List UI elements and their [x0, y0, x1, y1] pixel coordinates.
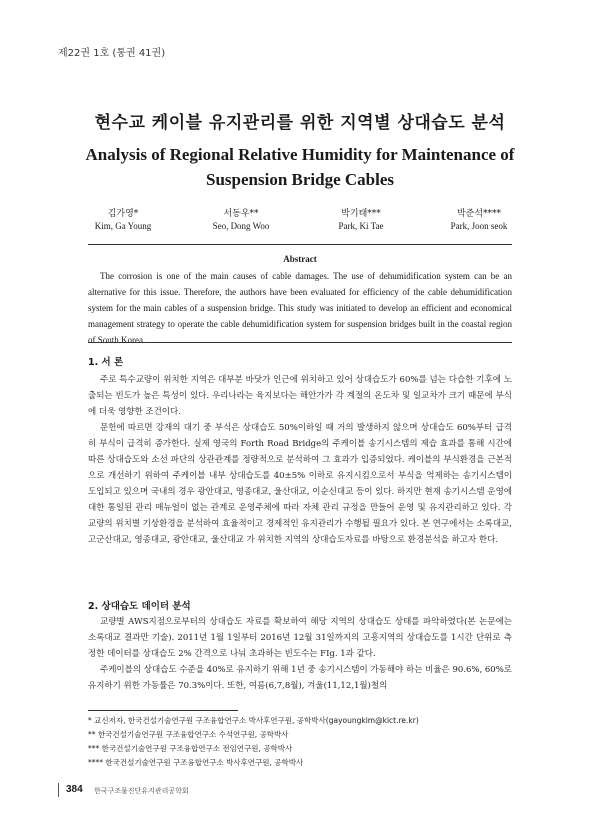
journal-name: 한국구조물진단유지관리공학회 — [94, 787, 189, 795]
author-4-korean: 박준석**** — [456, 209, 502, 219]
volume-header: 제22권 1호 (통권 41권) — [58, 48, 166, 59]
author-1-english: Kim, Ga Young — [94, 221, 152, 231]
section-1-heading: 1. 서 론 — [88, 357, 124, 368]
author-3 — [306, 206, 416, 233]
author-1 — [68, 206, 178, 233]
section-1-paragraph-1: 주로 특수교량이 위치한 지역은 대부분 바닷가 인근에 위치하고 있어 상대습도가 60%를 넘는 다습한 기후에 노출되는 빈도가 높은 특성이 있다. 우리나라는 육지보다는 해안가가 각 계절의 온도차 및 일교차가 크기 때문에 부식에 더욱 영향한 조건이다. — [88, 375, 512, 417]
footnote-4: **** 한국건설기술연구원 구조융합연구소 박사후연구원, 공학박사 — [88, 758, 304, 767]
author-2 — [186, 206, 296, 233]
footnote-rule — [88, 710, 238, 711]
footnotes — [88, 714, 528, 770]
section-2-paragraph-2: 주케이블의 상대습도 수준을 40%로 유지하기 위해 1년 중 송기시스템이 가동해야 하는 비율은 90.6%, 60%로 유지하기 위한 가동률은 70.3%이다. 또한, 여름(6,7,8월), 겨울(11,12,1월)철의 — [88, 665, 512, 691]
section-2-paragraph-1: 교량별 AWS지점으로부터의 상대습도 자료를 확보하여 해당 지역의 상대습도 상태를 파악하였다(본 논문에는 소록대교 결과만 기술). 2011년 1월 1일부터 2016년 12월 31일까지의 고흥지역의 상대습도를 1시간 단위로 측정한 데이터를 상대습도 2% 간격으로 나눠 초과하는 빈도수는 FIg. 1과 같다. — [88, 617, 512, 659]
abstract-heading: Abstract — [283, 254, 317, 264]
footnote-2: ** 한국건설기술연구원 구조융합연구소 수석연구원, 공학박사 — [88, 730, 289, 739]
page-number-bar — [58, 783, 59, 797]
abstract-bottom-rule — [88, 342, 512, 343]
section-1-paragraph-2: 문헌에 따르면 강재의 대기 중 부식은 상대습도 50%이하일 때 거의 발생하지 않으며 상대습도 60%부터 급격히 부식이 급격히 증가한다. 실제 영국의 Forth Road Bridge의 주케이블 송기시스템의 제습 효과를 통해 시간에 따른 상대습도와 소선 파단의 상관관계를 정량적으로 분석하여 그 효과가 입증되었다. 케이블의 부식환경을 근본적으로 개선하기 위하여 주케이블 내부 상대습도를 40±5% 이하로 유지시킴으로서 부식을 억제하는 송기시스템이 도입되고 있으며 국내의 경우 광안대교, 영종대교, 울산대교, 이순신대교 등이 있다. 하지만 현재 송기시스템 운영에 대한 통일된 관리 매뉴얼이 없는 관계로 운영주체에 따라 자체 관리 규정을 만들어 운영 및 유지관리하고 있다. 각 교량의 위치별 기상환경을 분석하여 효율적이고 경제적인 유지관리가 수행될 필요가 있다. 본 연구에서는 소록대교, 고군산대교, 영종대교, 광안대교, 울산대교 가 위치한 지역의 상대습도자료를 바탕으로 환경분석을 하고자 한다. — [88, 423, 512, 545]
author-3-korean: 박기태*** — [341, 209, 381, 219]
author-2-english: Seo, Dong Woo — [212, 221, 270, 231]
english-title: Analysis of Regional Relative Humidity for Maintenance of Suspension Bridge Cables — [85, 145, 515, 189]
korean-title: 현수교 케이블 유지관리를 위한 지역별 상대습도 분석 — [94, 113, 506, 133]
author-4 — [424, 206, 534, 233]
page-number: 384 — [66, 784, 83, 795]
author-1-korean: 김가영* — [107, 209, 139, 219]
footnote-1: * 교신저자, 한국건설기술연구원 구조융합연구소 박사후연구원, 공학박사(gayoungkim@kict.re.kr) — [88, 716, 419, 725]
author-2-korean: 서동우** — [223, 209, 259, 219]
footnote-3: *** 한국건설기술연구원 구조융합연구소 전임연구원, 공학박사 — [88, 744, 293, 753]
abstract-top-rule — [88, 244, 512, 245]
section-2-heading: 2. 상대습도 데이터 분석 — [88, 601, 191, 612]
abstract-text: The corrosion is one of the main causes of cable damages. The use of dehumidification system can be an alternative for this issue. Therefore, the authors have been evaluated for efficiency of the cable dehumidification system for the main cables of a suspension bridge. This study was initiated to develop an efficient and economical management strategy to operate the cable dehumidification system for suspension bridges built in the coastal region of South Korea. — [88, 271, 512, 345]
author-4-english: Park, Joon seok — [450, 221, 508, 231]
author-3-english: Park, Ki Tae — [338, 221, 384, 231]
